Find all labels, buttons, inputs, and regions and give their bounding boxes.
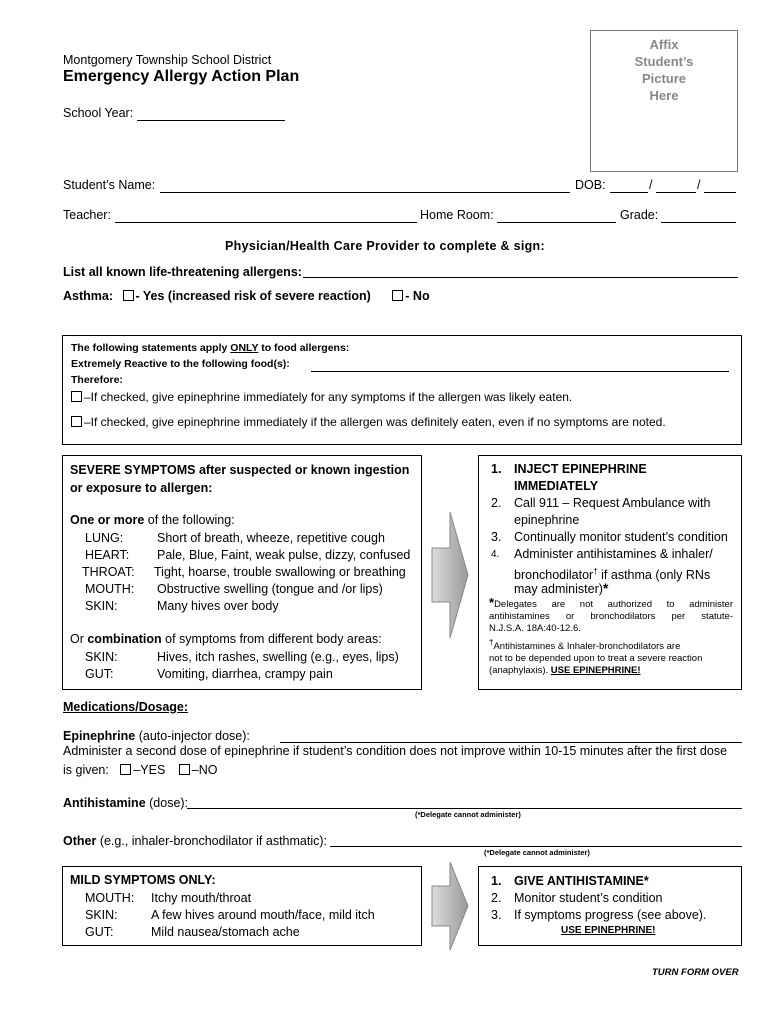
turn-form-over: TURN FORM OVER (652, 967, 739, 978)
action-text: Continually monitor student’s condition (514, 530, 728, 544)
symptom-area: LUNG: (85, 531, 124, 545)
antihistamine-label (63, 796, 188, 810)
asthma-yes-option[interactable] (123, 289, 371, 303)
action-number: 2. (491, 891, 502, 905)
note-text: Delegates are not authorized to administer (494, 599, 733, 610)
asthma-yes-label: - Yes (increased risk of severe reaction) (135, 289, 371, 303)
combination-post: of symptoms from different body areas: (161, 632, 382, 646)
mild-action-3 (491, 907, 739, 924)
symptom-area: GUT: (85, 667, 114, 681)
homeroom-label: Home Room: (420, 208, 494, 222)
delegate-cannot-note: (*Delegate cannot administer) (484, 848, 590, 857)
food-box-intro (71, 342, 349, 354)
page-title: Emergency Allergy Action Plan (63, 68, 300, 85)
action-text-part: if asthma (only RNs (597, 568, 711, 583)
other-rest: (e.g., inhaler-bronchodilator if asthmatic): (96, 834, 328, 848)
epinephrine-dose-field[interactable] (280, 742, 742, 743)
note-text: (anaphylaxis). (489, 665, 551, 677)
grade-field[interactable] (661, 222, 736, 223)
action-text: INJECT EPINEPHRINE (514, 462, 647, 476)
symptom-area: MOUTH: (85, 582, 135, 596)
symptom-row (82, 598, 410, 615)
food-check-2-text: –If checked, give epinephrine immediately if the allergen was definitely eaten, even if no symptoms are noted. (84, 415, 666, 429)
symptom-desc: Pale, Blue, Faint, weak pulse, dizzy, confused (157, 548, 411, 562)
mild-use-epinephrine (561, 925, 655, 936)
symptom-row (82, 581, 410, 598)
symptom-row (82, 530, 410, 547)
yes-label: –YES (133, 763, 166, 777)
photo-box-line: Here (649, 88, 679, 103)
action-text: Monitor student’s condition (514, 891, 663, 905)
medications-heading (63, 700, 188, 714)
dob-day-field[interactable] (656, 192, 696, 193)
reactive-foods-field[interactable] (311, 371, 729, 372)
food-allergen-box (62, 335, 742, 445)
dob-separator: / (697, 178, 701, 192)
action-text: Call 911 – Request Ambulance with (514, 496, 711, 510)
reactive-foods-label: Extremely Reactive to the following food(s): (71, 358, 290, 370)
dob-year-field[interactable] (704, 192, 736, 193)
action-number: 3. (491, 908, 502, 922)
other-label (63, 834, 327, 848)
action-text: GIVE ANTIHISTAMINE* (514, 874, 649, 888)
food-check-1[interactable] (71, 390, 572, 404)
note-text: N.J.S.A. 18A:40-12.6. (489, 623, 581, 634)
mild-action-1 (491, 873, 739, 890)
symptom-desc: Obstructive swelling (tongue and /or lips) (157, 582, 383, 596)
antihistamine-dose-field[interactable] (187, 808, 742, 809)
action-number: 3. (491, 530, 502, 544)
antihistamine-bold: Antihistamine (63, 796, 146, 810)
antihistamine-rest: (dose): (145, 796, 189, 810)
combination-pre: Or (70, 632, 88, 646)
note-text: not to be depended upon to treat a severe reaction (489, 653, 703, 665)
asthma-no-option[interactable] (392, 289, 429, 303)
student-name-field[interactable] (160, 192, 570, 193)
use-epinephrine-note: USE EPINEPHRINE! (550, 665, 641, 677)
severe-symptoms-box (62, 455, 422, 690)
symptom-row (85, 890, 375, 907)
food-check-1-box[interactable] (71, 391, 82, 402)
symptom-area: SKIN: (85, 599, 118, 613)
asthma-no-label: - No (405, 289, 430, 303)
action-text-part: bronchodilator (514, 568, 594, 583)
dob-month-field[interactable] (610, 192, 648, 193)
severe-heading: SEVERE SYMPTOMS after suspected or known ingestion (70, 463, 410, 477)
symptom-row (85, 907, 375, 924)
action-text: epinephrine (514, 513, 580, 527)
second-dose-no[interactable] (179, 763, 218, 777)
severe-action-3 (487, 529, 737, 546)
severe-heading: or exposure to allergen: (70, 481, 213, 495)
dagger-mark: † (593, 567, 598, 576)
symptom-row (82, 547, 410, 564)
school-year-label: School Year: (63, 106, 134, 120)
homeroom-field[interactable] (497, 222, 616, 223)
district-name: Montgomery Township School District (63, 53, 272, 67)
action-text: If symptoms progress (see above). (514, 908, 707, 922)
mild-symptoms-box (62, 866, 422, 946)
given-label: is given: (63, 763, 109, 777)
grade-label: Grade: (620, 208, 659, 222)
second-dose-yes-checkbox[interactable] (120, 764, 131, 775)
food-check-1-text: –If checked, give epinephrine immediately for any symptoms if the allergen was likely eaten. (84, 390, 573, 404)
asthma-label: Asthma (63, 289, 109, 303)
action-number: 2. (491, 496, 502, 510)
action-number: 4. (491, 549, 500, 560)
action-number: 1. (491, 462, 502, 476)
action-number: 1. (491, 874, 502, 888)
food-box-only: ONLY (230, 342, 259, 354)
combination-line (70, 632, 382, 646)
one-or-more-line (70, 513, 235, 527)
note-text: antihistamines or bronchodilators per statute- (489, 611, 733, 622)
teacher-field[interactable] (115, 222, 417, 223)
photo-box-line: Student’s (634, 54, 694, 69)
symptom-area: GUT: (85, 925, 114, 939)
symptom-area: SKIN: (85, 908, 118, 922)
symptom-desc: Tight, hoarse, trouble swallowing or breathing (154, 565, 406, 579)
other-bold: Other (63, 834, 97, 848)
one-or-more-rest: of the following: (144, 513, 235, 527)
action-text (514, 580, 608, 598)
medications-heading-text: Medications/Dosage: (63, 700, 189, 714)
symptom-row (85, 666, 399, 683)
symptom-desc: Hives, itch rashes, swelling (e.g., eyes, lips) (157, 650, 399, 664)
food-check-2[interactable] (71, 415, 666, 429)
symptom-area: MOUTH: (85, 891, 135, 905)
mild-actions-box (478, 866, 742, 946)
student-name-label: Student’s Name: (63, 178, 156, 192)
mild-heading: MILD SYMPTOMS ONLY: (70, 873, 216, 887)
other-dose-field[interactable] (330, 846, 742, 847)
symptom-area: THROAT: (82, 565, 135, 579)
symptom-area: HEART: (85, 548, 130, 562)
action-text-part: may administer) (514, 582, 603, 596)
severe-action-1 (487, 461, 737, 495)
second-dose-yes[interactable] (120, 763, 165, 777)
photo-box (590, 30, 738, 172)
symptom-row (85, 649, 399, 666)
asthma-colon: : (108, 289, 114, 303)
asthma-row (63, 289, 430, 303)
teacher-label: Teacher: (63, 208, 111, 222)
severe-action-2 (487, 495, 737, 529)
therefore-label: Therefore: (71, 374, 123, 386)
delegate-note (489, 597, 733, 677)
photo-box-line: Picture (641, 71, 687, 86)
asterisk-mark: * (602, 580, 609, 596)
epinephrine-label (63, 729, 250, 743)
no-label: –NO (191, 763, 218, 777)
epinephrine-bold: Epinephrine (63, 729, 136, 743)
use-epinephrine-note: USE EPINEPHRINE! (561, 925, 656, 936)
asthma-no-checkbox[interactable] (392, 290, 403, 301)
symptom-row (85, 924, 375, 941)
symptom-desc: A few hives around mouth/face, mild itch (151, 908, 375, 922)
food-box-intro-text: The following statements apply (71, 342, 231, 354)
food-check-2-box[interactable] (71, 416, 82, 427)
allergens-label: List all known life-threatening allergens: (63, 265, 302, 279)
asterisk-mark: * (489, 595, 495, 610)
symptom-desc: Itchy mouth/throat (151, 891, 252, 905)
dob-label: DOB: (575, 178, 606, 192)
second-dose-no-checkbox[interactable] (179, 764, 190, 775)
severe-action-4 (487, 546, 737, 598)
delegate-cannot-note: (*Delegate cannot administer) (415, 810, 521, 819)
allergens-field[interactable] (303, 277, 738, 278)
severe-actions-box (478, 455, 742, 690)
note-text: Antihistamines & Inhaler-bronchodilators are (493, 641, 681, 653)
one-or-more-bold: One or more (70, 513, 145, 527)
photo-box-line: Affix (649, 37, 679, 52)
dob-separator: / (649, 178, 653, 192)
combination-bold: combination (87, 632, 162, 646)
symptom-desc: Mild nausea/stomach ache (151, 925, 300, 939)
school-year-field[interactable] (137, 120, 285, 121)
arrow-right-icon (430, 860, 470, 952)
asthma-yes-checkbox[interactable] (123, 290, 134, 301)
second-dose-text: Administer a second dose of epinephrine if student’s condition does not improve within 10-15 minutes after the first dose (63, 744, 728, 758)
physician-heading: Physician/Health Care Provider to complete & sign: (225, 239, 545, 253)
mild-action-2 (491, 890, 739, 907)
food-box-intro-text: to food allergens: (258, 342, 350, 354)
action-text: IMMEDIATELY (514, 479, 599, 493)
symptom-row (82, 564, 410, 581)
second-dose-given (63, 763, 218, 777)
symptom-desc: Vomiting, diarrhea, crampy pain (157, 667, 333, 681)
action-text: Administer antihistamines & inhaler/ (514, 547, 713, 561)
symptom-desc: Many hives over body (157, 599, 279, 613)
arrow-right-icon (430, 510, 470, 640)
epinephrine-rest: (auto-injector dose): (135, 729, 250, 743)
symptom-desc: Short of breath, wheeze, repetitive cough (157, 531, 385, 545)
symptom-area: SKIN: (85, 650, 118, 664)
dagger-mark: † (489, 638, 494, 647)
